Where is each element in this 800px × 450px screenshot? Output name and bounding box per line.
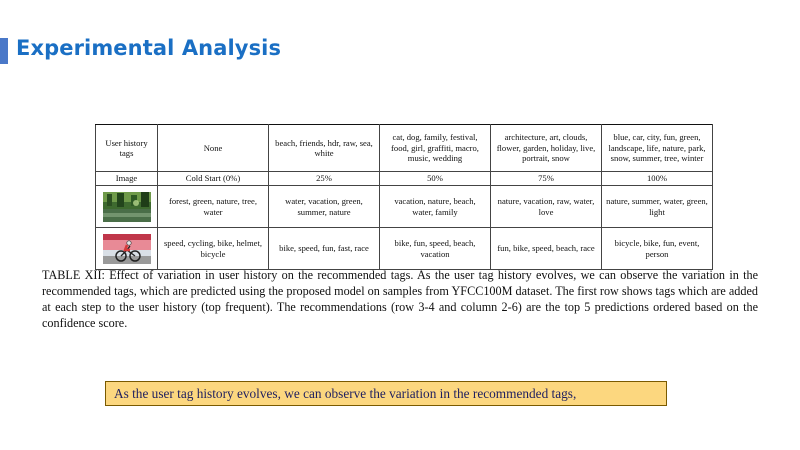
history-header-cell: User history tags [96,125,158,172]
table-cell: blue, car, city, fun, green, landscape, life, nature, park, snow, summer, tree, winter [602,125,713,172]
table-cell: vacation, nature, beach, water, family [380,186,491,228]
table-cell: 75% [491,172,602,186]
table-cell: speed, cycling, bike, helmet, bicycle [158,228,269,270]
highlight-callout: As the user tag history evolves, we can observe the variation in the recommended tags, [105,381,667,406]
table-row [96,172,713,186]
table-cell: 25% [269,172,380,186]
table-cell: nature, vacation, raw, water, love [491,186,602,228]
table-caption: TABLE XII: Effect of variation in user history on the recommended tags. As the user tag history evolves, we can observe the variation in the recommended tags, which are predicted using the proposed model on samples from YFCC100M dataset. The first row shows tags which are added at each step to the user history (top frequent). The recommendations (row 3-4 and column 2-6) are the top 5 predictions ordered based on the confidence score. [42,268,758,330]
table-cell: architecture, art, clouds, flower, garden, holiday, live, portrait, snow [491,125,602,172]
table-row [96,228,713,270]
table-cell: water, vacation, green, summer, nature [269,186,380,228]
table-cell: bicycle, bike, fun, event, person [602,228,713,270]
image-cell [96,186,158,228]
table-cell: cat, dog, family, festival, food, girl, graffiti, macro, music, wedding [380,125,491,172]
tag-recommendation-table [95,124,713,270]
table-row [96,125,713,172]
table-cell: beach, friends, hdr, raw, sea, white [269,125,380,172]
table-row [96,186,713,228]
table-cell: 100% [602,172,713,186]
table-cell: fun, bike, speed, beach, race [491,228,602,270]
slide-title: Experimental Analysis [16,36,282,60]
image-header-cell: Image [96,172,158,186]
forest-lake-thumbnail [103,192,151,222]
image-cell [96,228,158,270]
table-cell: 50% [380,172,491,186]
table-cell: bike, speed, fun, fast, race [269,228,380,270]
title-accent-bar [0,38,8,64]
cyclist-thumbnail [103,234,151,264]
table-cell: bike, fun, speed, beach, vacation [380,228,491,270]
table-cell: forest, green, nature, tree, water [158,186,269,228]
table-cell: None [158,125,269,172]
table-cell: nature, summer, water, green, light [602,186,713,228]
table-cell: Cold Start (0%) [158,172,269,186]
